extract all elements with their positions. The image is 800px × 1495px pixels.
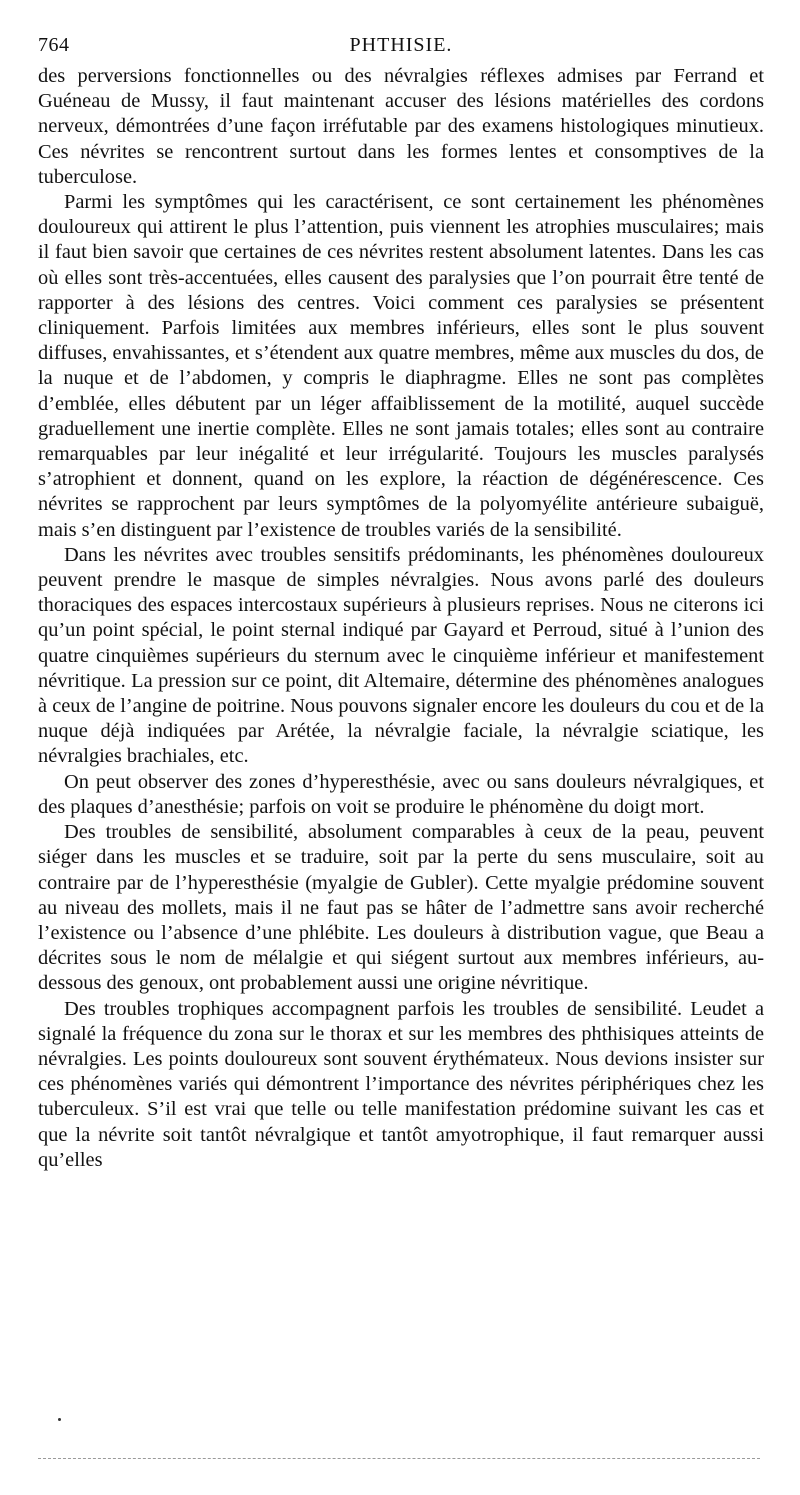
paragraph-6: Des troubles trophiques accompagnent parfois les troubles de sensibilité. Leudet a signalé la fréquence du zona sur le thorax et sur les membres des phthisiques atteints de névralgies. Les points douloureux sont souvent érythémateux. Nous devions insister sur ces phénomènes variés qui démontrent l’importance des névrites périphériques chez les tuberculeux. S’il est vrai que telle ou telle manifestation prédomine suivant les cas et que la névrite soit tantôt névralgique et tantôt amyotrophique, il faut remarquer aussi qu’elles xyxy=(38,997,764,1171)
paragraph-5: Des troubles de sensibilité, absolument comparables à ceux de la peau, peuvent siéger dans les muscles et se traduire, soit par la perte du sens musculaire, soit au contraire par de l’hyperesthésie (myalgie de Gubler). Cette myalgie prédomine souvent au niveau des mollets, mais il ne faut pas se hâter de l’admettre sans avoir recherché l’existence ou l’absence d’une phlébite. Les douleurs à distribution vague, que Beau a décrites sous le nom de mélalgie et qui siégent surtout aux membres inférieurs, au-dessous des genoux, ont probablement aussi une origine névritique. xyxy=(38,821,764,995)
document-page xyxy=(38,0,764,1495)
body-text xyxy=(38,64,764,1173)
page-number: 764 xyxy=(38,34,70,56)
paragraph-3: Dans les névrites avec troubles sensitifs prédominants, les phénomènes douloureux peuvent prendre le masque de simples névralgies. Nous avons parlé des douleurs thoraciques des espaces intercostaux supérieurs à plusieurs reprises. Nous ne citerons ici qu’un point spécial, le point sternal indiqué par Gayard et Perroud, situé à l’union des quatre cinquièmes supérieurs du sternum avec le cinquième inférieur et manifestement névritique. La pression sur ce point, dit Altemaire, détermine des phénomènes analogues à ceux de l’angine de poitrine. Nous pouvons signaler encore les douleurs du cou et de la nuque déjà indiquées par Arétée, la névralgie faciale, la névralgie sciatique, les névralgies brachiales, etc. xyxy=(38,543,764,768)
footer-rule xyxy=(38,1458,760,1459)
running-title: PHTHISIE. xyxy=(349,34,453,56)
stray-ink-mark xyxy=(58,1418,61,1421)
running-head xyxy=(38,0,764,64)
paragraph-4: On peut observer des zones d’hyperesthésie, avec ou sans douleurs névralgiques, et des plaques d’anesthésie; parfois on voit se produire le phénomène du doigt mort. xyxy=(38,770,764,818)
paragraph-1: des perversions fonctionnelles ou des névralgies réflexes admises par Ferrand et Guéneau de Mussy, il faut maintenant accuser des lésions matérielles des cordons nerveux, démontrées d’une façon irréfutable par des examens histologiques minutieux. Ces névrites se rencontrent surtout dans les formes lentes et consomptives de la tuberculose. xyxy=(38,65,764,188)
paragraph-2: Parmi les symptômes qui les caractérisent, ce sont certainement les phénomènes douloureux qui attirent le plus l’attention, puis viennent les atrophies musculaires; mais il faut bien savoir que certaines de ces névrites restent absolument latentes. Dans les cas où elles sont très-accentuées, elles causent des paralysies que l’on pourrait être tenté de rapporter à des lésions des centres. Voici comment ces paralysies se présentent cliniquement. Parfois limitées aux membres inférieurs, elles sont le plus souvent diffuses, envahissantes, et s’étendent aux quatre membres, même aux muscles du dos, de la nuque et de l’abdomen, y compris le diaphragme. Elles ne sont pas complètes d’emblée, elles débutent par un léger affaiblissement de la motilité, auquel succède graduellement une inertie complète. Elles ne sont jamais totales; elles sont au contraire remarquables par leur inégalité et leur irrégularité. Toujours les muscles paralysés s’atrophient et donnent, quand on les explore, la réaction de dégénérescence. Ces névrites se rapprochent par leurs symptômes de la polyomyélite antérieure subaiguë, mais s’en distinguent par l’existence de troubles variés de la sensibilité. xyxy=(38,191,764,541)
